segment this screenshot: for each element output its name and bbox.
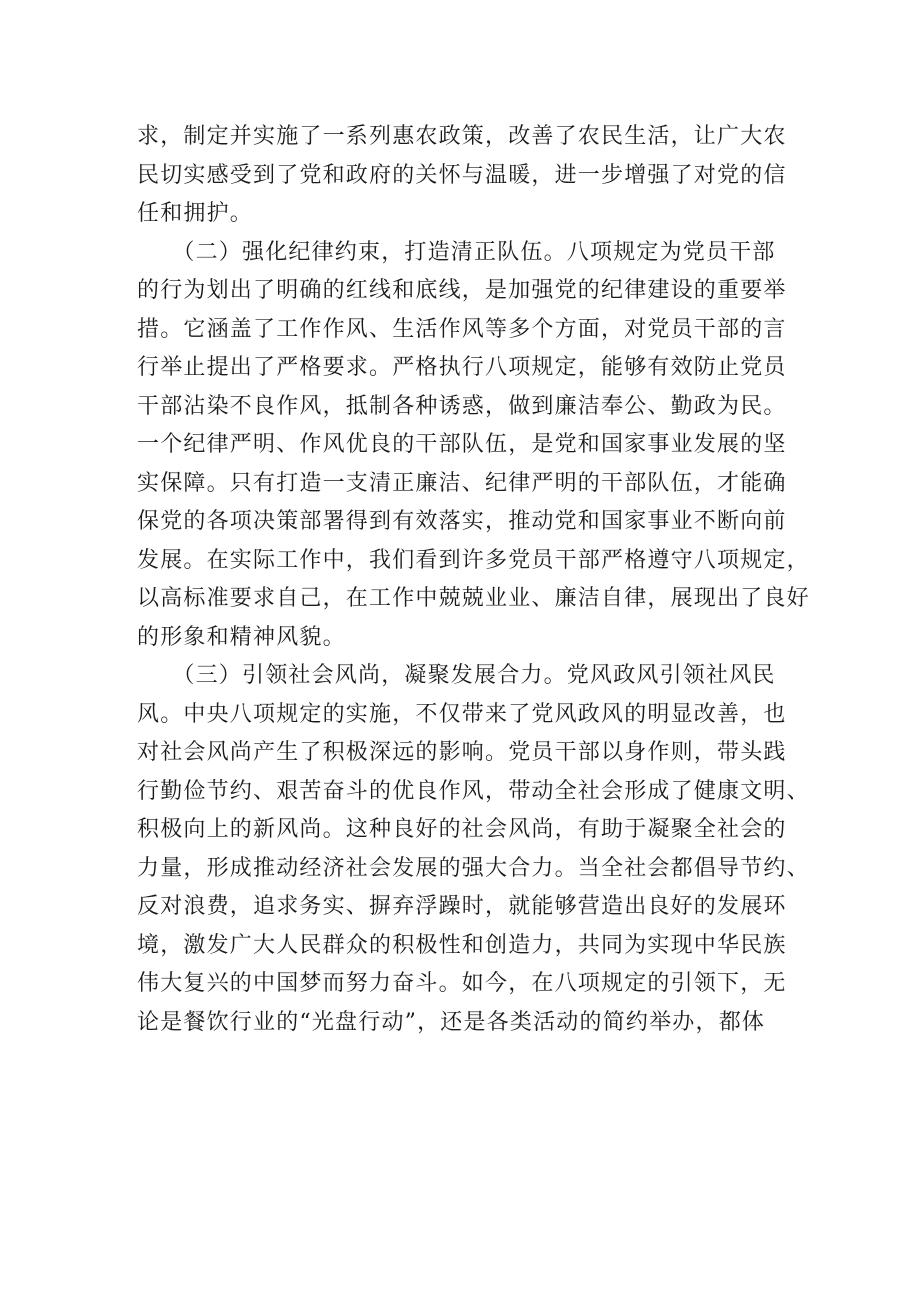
- text-line: 干部沾染不良作风，抵制各种诱惑，做到廉洁奉公、勤政为民。: [137, 393, 787, 419]
- text-line: 境，激发广大人民群众的积极性和创造力，共同为实现中华民族: [137, 932, 787, 958]
- text-line: 行勤俭节约、艰苦奋斗的优良作风，带动全社会形成了健康文明、: [137, 778, 810, 804]
- text-line: 论是餐饮行业的“光盘行动”，还是各类活动的简约举办，都体: [137, 1009, 766, 1035]
- text-line: 对社会风尚产生了积极深远的影响。党员干部以身作则，带头践: [137, 740, 787, 765]
- text-line: 反对浪费，追求务实、摒弃浮躁时，就能够营造出良好的发展环: [137, 894, 787, 919]
- text-line: 民切实感受到了党和政府的关怀与温暖，进一步增强了对党的信: [137, 162, 787, 188]
- body-text: [137, 118, 810, 1042]
- paragraph-3: [137, 657, 810, 1042]
- text-line: 一个纪律严明、作风优良的干部队伍，是党和国家事业发展的坚: [137, 432, 787, 457]
- text-line: 的形象和精神风貌。: [137, 624, 346, 650]
- text-line: 措。它涵盖了工作作风、生活作风等多个方面，对党员干部的言: [137, 316, 787, 342]
- paragraph-2: [137, 234, 810, 658]
- text-line: 保党的各项决策部署得到有效落实，推动党和国家事业不断向前: [137, 509, 787, 534]
- text-line: 求，制定并实施了一系列惠农政策，改善了农民生活，让广大农: [137, 124, 787, 149]
- text-line: 发展。在实际工作中，我们看到许多党员干部严格遵守八项规定，: [137, 547, 810, 573]
- text-line: （三）引领社会风尚，凝聚发展合力。党风政风引领社风民: [137, 663, 776, 688]
- text-line: 积极向上的新风尚。这种良好的社会风尚，有助于凝聚全社会的: [137, 817, 787, 842]
- text-line: 实保障。只有打造一支清正廉洁、纪律严明的干部队伍，才能确: [137, 470, 787, 496]
- text-line: 的行为划出了明确的红线和底线，是加强党的纪律建设的重要举: [137, 278, 787, 303]
- text-line: 风。中央八项规定的实施，不仅带来了党风政风的明显改善，也: [137, 701, 787, 727]
- paragraph-1: [137, 118, 785, 234]
- text-line: 力量，形成推动经济社会发展的强大合力。当全社会都倡导节约、: [137, 855, 810, 881]
- text-line: 伟大复兴的中国梦而努力奋斗。如今，在八项规定的引领下，无: [137, 971, 787, 996]
- text-line: 行举止提出了严格要求。严格执行八项规定，能够有效防止党员: [137, 355, 787, 380]
- text-line: 以高标准要求自己，在工作中兢兢业业、廉洁自律，展现出了良好: [137, 586, 810, 611]
- text-line: 任和拥护。: [137, 201, 254, 226]
- text-line: （二）强化纪律约束，打造清正队伍。八项规定为党员干部: [137, 239, 776, 265]
